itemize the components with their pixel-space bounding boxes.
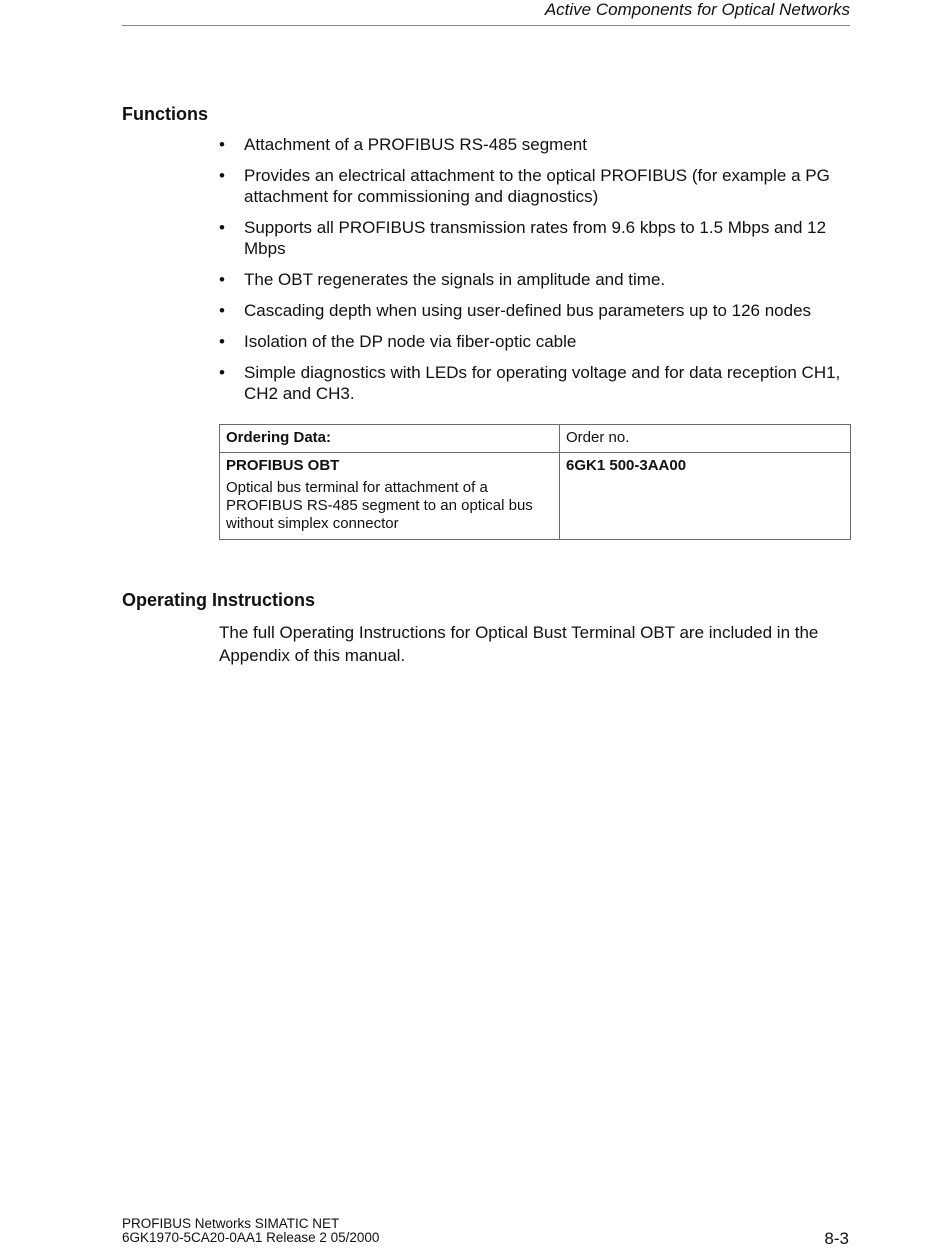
product-order-number: 6GK1 500-3AA00 xyxy=(566,457,687,474)
functions-list xyxy=(219,134,859,414)
list-item xyxy=(219,331,859,352)
list-item-text: Attachment of a PROFIBUS RS-485 segment xyxy=(244,135,587,154)
list-item-text: Provides an electrical attachment to the optical PROFIBUS (for example a PG attachment for commissioning and diagnostics) xyxy=(244,166,830,206)
product-description: Optical bus terminal for attachment of a PROFIBUS RS-485 segment to an optical bus without simplex connector xyxy=(226,479,533,532)
running-header xyxy=(122,0,850,26)
list-item-text: Simple diagnostics with LEDs for operating voltage and for data reception CH1, CH2 and CH3. xyxy=(244,363,841,403)
list-item xyxy=(219,362,859,404)
list-item xyxy=(219,134,859,155)
page-number: 8-3 xyxy=(824,1229,849,1248)
list-item xyxy=(219,165,859,207)
list-item xyxy=(219,269,859,290)
table-row xyxy=(220,453,851,540)
product-name: PROFIBUS OBT xyxy=(226,457,340,474)
bullet-icon: • xyxy=(219,166,225,185)
footer-document-info xyxy=(122,1217,379,1245)
list-item xyxy=(219,300,859,321)
list-item-text: Cascading depth when using user-defined bus parameters up to 126 nodes xyxy=(244,301,812,320)
ordering-data-label: Ordering Data: xyxy=(226,429,332,446)
operating-instructions-text: The full Operating Instructions for Optical Bust Terminal OBT are included in the Appendix of this manual. xyxy=(219,623,819,665)
table-cell xyxy=(220,453,560,540)
bullet-icon: • xyxy=(219,301,225,320)
table-header-cell xyxy=(220,425,560,453)
list-item-text: Supports all PROFIBUS transmission rates from 9.6 kbps to 1.5 Mbps and 12 Mbps xyxy=(244,218,827,258)
bullet-icon: • xyxy=(219,218,225,237)
order-no-label: Order no. xyxy=(566,429,630,446)
running-header-title: Active Components for Optical Networks xyxy=(544,0,850,19)
bullet-icon: • xyxy=(219,332,225,351)
bullet-icon: • xyxy=(219,363,225,382)
list-item xyxy=(219,217,859,259)
footer-line-1: PROFIBUS Networks SIMATIC NET xyxy=(122,1216,340,1231)
footer-line-2: 6GK1970-5CA20-0AA1 Release 2 05/2000 xyxy=(122,1230,380,1245)
list-item-text: Isolation of the DP node via fiber-optic cable xyxy=(244,332,577,351)
table-header-row xyxy=(220,425,851,453)
table-cell xyxy=(560,453,851,540)
bullet-icon: • xyxy=(219,270,225,289)
table-header-cell xyxy=(560,425,851,453)
bullet-icon: • xyxy=(219,135,225,154)
operating-instructions-heading: Operating Instructions xyxy=(122,590,316,610)
ordering-data-table xyxy=(219,424,851,540)
functions-heading: Functions xyxy=(122,104,208,124)
list-item-text: The OBT regenerates the signals in amplitude and time. xyxy=(244,270,666,289)
